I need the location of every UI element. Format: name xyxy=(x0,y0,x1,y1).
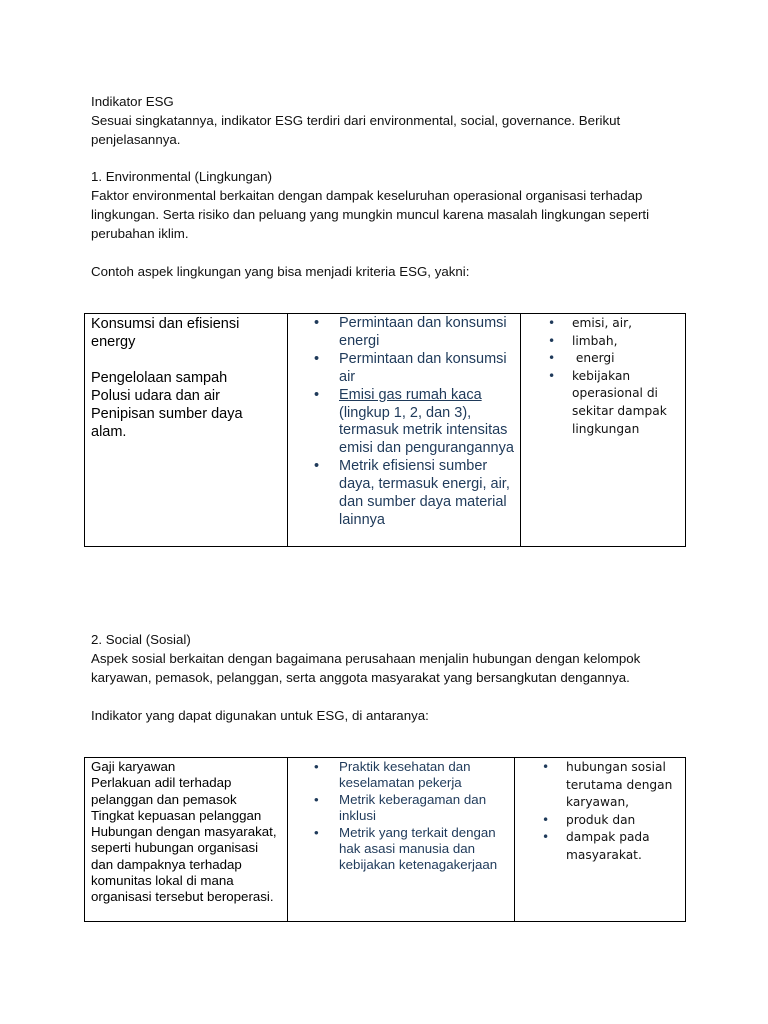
list-item: • produk dan xyxy=(515,812,685,830)
environmental-lead-section xyxy=(91,262,681,281)
environmental-section xyxy=(91,167,681,243)
soc-col1-line3: Tingkat kepuasan pelanggan xyxy=(91,807,262,823)
list-item: • Permintaan dan konsumsi air xyxy=(288,351,520,387)
list-item: • limbah, xyxy=(521,333,685,351)
social-col3 xyxy=(515,758,686,922)
env-col1-line3: Polusi udara dan air xyxy=(91,388,220,404)
environmental-body: Faktor environmental berkaitan dengan dampak keseluruhan operasional organisasi terhadap lingkungan. Serta risiko dan peluang yang mungkin muncul karena masalah lingkungan seperti perubahan iklim. xyxy=(91,188,650,241)
list-item: • Metrik keberagaman dan inklusi xyxy=(288,792,514,825)
social-col2 xyxy=(288,758,515,922)
soc-col1-line1: Gaji karyawan xyxy=(91,759,176,774)
environmental-table xyxy=(84,313,686,547)
env-col1-line1: Konsumsi dan efisiensi energy xyxy=(91,316,240,350)
emisi-link[interactable]: Emisi gas rumah kaca xyxy=(339,386,482,403)
environmental-lead: Contoh aspek lingkungan yang bisa menjadi kriteria ESG, yakni: xyxy=(91,264,470,279)
social-section xyxy=(91,630,681,687)
soc-col1-line2: Perlakuan adil terhadap pelanggan dan pemasok xyxy=(91,775,237,807)
list-item: • Permintaan dan konsumsi energi xyxy=(288,315,520,351)
social-lead: Indikator yang dapat digunakan untuk ESG, di antaranya: xyxy=(91,708,429,723)
environmental-col3 xyxy=(521,314,686,547)
social-lead-section xyxy=(91,706,681,725)
list-item: • Metrik yang terkait dengan hak asasi manusia dan kebijakan ketenagakerjaan xyxy=(288,825,514,874)
social-body: Aspek sosial berkaitan dengan bagaimana perusahaan menjalin hubungan dengan kelompok karyawan, pemasok, pelanggan, serta anggota masyarakat yang bersangkutan dengannya. xyxy=(91,651,641,685)
soc-col1-line4: Hubungan dengan masyarakat, seperti hubungan organisasi dan dampaknya terhadap komunitas lokal di mana organisasi tersebut beroperasi. xyxy=(91,824,277,905)
page-title: Indikator ESG xyxy=(91,94,174,109)
social-heading: 2. Social (Sosial) xyxy=(91,632,191,647)
intro-paragraph: Sesuai singkatannya, indikator ESG terdiri dari environmental, social, governance. Berikut penjelasannya. xyxy=(91,113,621,147)
env-col1-line2: Pengelolaan sampah xyxy=(91,370,228,386)
environmental-col1 xyxy=(85,314,288,547)
list-item: • Metrik efisiensi sumber daya, termasuk energi, air, dan sumber daya material lainnya xyxy=(288,458,520,530)
intro-section xyxy=(91,92,681,149)
list-item: • kebijakan operasional di sekitar dampak lingkungan xyxy=(521,368,685,438)
social-table xyxy=(84,757,686,922)
environmental-heading: 1. Environmental (Lingkungan) xyxy=(91,169,273,184)
list-item: • Praktik kesehatan dan keselamatan pekerja xyxy=(288,759,514,792)
list-item: • energi xyxy=(521,350,685,368)
social-col1 xyxy=(85,758,288,922)
env-col1-line4: Penipisan sumber daya alam. xyxy=(91,406,243,440)
list-item: • dampak pada masyarakat. xyxy=(515,829,685,864)
list-item: • hubungan sosial terutama dengan karyawan, xyxy=(515,759,685,812)
list-item: • Emisi gas rumah kaca (lingkup 1, 2, dan 3), termasuk metrik intensitas emisi dan pengurangannya xyxy=(288,387,520,459)
list-item: • emisi, air, xyxy=(521,315,685,333)
environmental-col2 xyxy=(288,314,521,547)
